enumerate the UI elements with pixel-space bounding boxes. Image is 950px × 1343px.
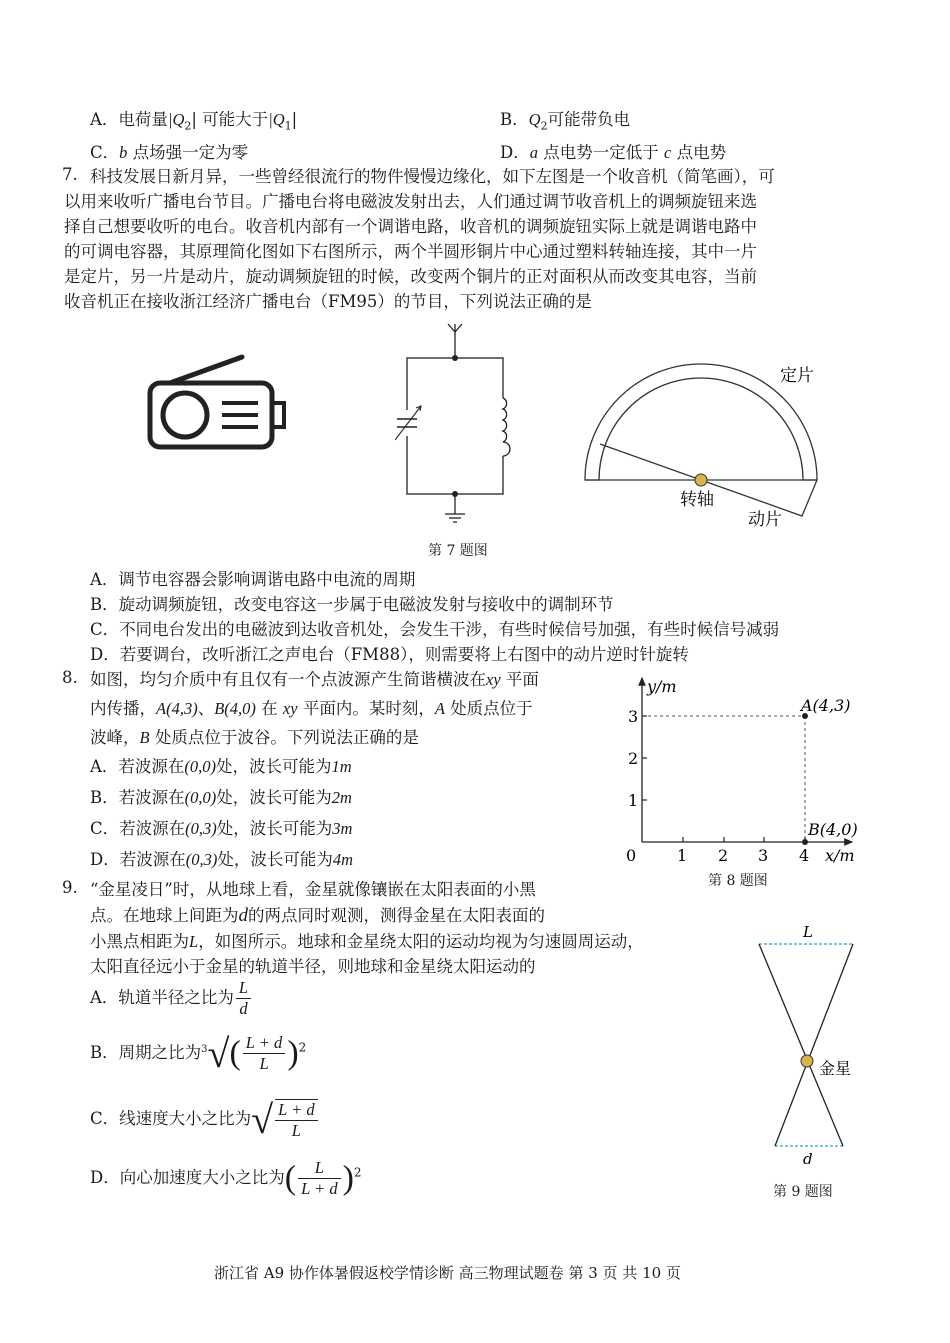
y-tick-3: 3 <box>628 707 639 726</box>
q7-option-c: C．不同电台发出的电磁波到达收音机处，会发生干涉，有些时候信号加强，有些时候信号减弱 <box>90 620 780 639</box>
fixed-plate-label: 定片 <box>780 366 814 386</box>
q8-option-b: B．若波源在(0,0)处，波长可能为2m <box>90 788 352 807</box>
tuning-circuit-diagram <box>395 318 525 528</box>
q9-stem-line-1: “金星凌日”时，从地球上看，金星就像镶嵌在太阳表面的小黑 <box>90 880 536 899</box>
q7-stem-line-1: 科技发展日新月异，一些曾经很流行的物件慢慢边缘化，如下左图是一个收音机（简笔画），可 <box>90 167 775 186</box>
q8-stem-line-1: 如图，均匀介质中有且仅有一个点波源产生简谐横波在xy 平面 <box>90 670 539 689</box>
q6-option-b: B．$Q_2$可能带负电 <box>500 110 631 133</box>
q9-option-b: B．周期之比为$^3$√( $\frac{L + d}{L}$ )$^2$ <box>90 1031 307 1076</box>
l-label: L <box>803 923 813 941</box>
x-tick-3: 3 <box>758 846 769 865</box>
q8-stem-line-2: 内传播，A(4,3)、B(4,0) 在 xy 平面内。某时刻，A 处质点位于 <box>90 699 533 718</box>
q8-option-c: C．若波源在(0,3)处，波长可能为3m <box>90 819 353 838</box>
q6-option-a: A．电荷量$|Q_2|$ 可能大于$|Q_1|$ <box>90 110 298 133</box>
q6-option-d: D．a 点电势一定低于 c 点电势 <box>500 143 727 162</box>
q7-stem-line-4: 的可调电容器，其原理简化图如下右图所示，两个半圆形铜片中心通过塑料转轴连接，其中一片 <box>64 242 757 261</box>
q7-option-d: D．若要调台，改听浙江之声电台（FM88），则需要将上右图中的动片逆时针旋转 <box>90 645 689 664</box>
x-tick-4: 4 <box>799 846 810 865</box>
y-axis-label: y/m <box>647 677 677 696</box>
q7-stem-line-2: 以用来收听广播电台节目。广播电台将电磁波发射出去，人们通过调节收音机上的调频旋钮来选 <box>64 192 757 211</box>
variable-capacitor-diagram <box>580 345 830 535</box>
y-tick-1: 1 <box>628 791 639 810</box>
venus-transit-diagram <box>745 922 865 1172</box>
page-footer: 浙江省 A9 协作体暑假返校学情诊断 高三物理试题卷 第 3 页 共 10 页 <box>214 1264 681 1282</box>
q8-stem-line-3: 波峰，B 处质点位于波谷。下列说法正确的是 <box>90 728 419 747</box>
q9-stem-line-3: 小黑点相距为L，如图所示。地球和金星绕太阳的运动均视为匀速圆周运动， <box>90 932 644 951</box>
d-label: d <box>803 1150 813 1168</box>
q7-option-a: A．调节电容器会影响调谐电路中电流的周期 <box>90 570 416 589</box>
q9-caption: 第 9 题图 <box>773 1184 833 1200</box>
q8-coordinate-graph <box>620 672 870 872</box>
venus-label: 金星 <box>819 1059 852 1078</box>
radio-icon <box>140 345 290 455</box>
q9-option-c: C．线速度大小之比为√ $\frac{L + d}{L}$ <box>90 1096 320 1143</box>
q9-stem-line-2: 点。在地球上间距为d的两点同时观测，测得金星在太阳表面的 <box>90 905 545 926</box>
origin-label: 0 <box>626 846 637 865</box>
moving-plate-label: 动片 <box>748 510 782 530</box>
q7-caption: 第 7 题图 <box>428 543 488 559</box>
q8-option-d: D．若波源在(0,3)处，波长可能为4m <box>90 850 354 869</box>
axis-label: 转轴 <box>680 490 714 510</box>
q7-stem-line-6: 收音机正在接收浙江经济广播电台（FM95）的节目，下列说法正确的是 <box>64 292 592 311</box>
q7-number: 7. <box>62 165 78 184</box>
q7-option-b: B．旋动调频旋钮，改变电容这一步属于电磁波发射与接收中的调制环节 <box>90 595 614 614</box>
x-tick-1: 1 <box>677 846 688 865</box>
q7-stem-line-5: 是定片，另一片是动片，旋动调频旋钮的时候，改变两个铜片的正对面积从而改变其电容，当前 <box>64 267 757 286</box>
point-a-label: A(4,3) <box>801 696 851 715</box>
q7-stem-line-3: 择自己想要收听的电台。收音机内部有一个调谐电路，收音机的调频旋钮实际上就是调谐电路中 <box>64 217 757 236</box>
q9-option-d: D．向心加速度大小之比为( $\frac{L}{L + d}$ )$^2$ <box>90 1158 362 1198</box>
point-b-label: B(4,0) <box>808 820 858 839</box>
q9-stem-line-4: 太阳直径远小于金星的轨道半径，则地球和金星绕太阳运动的 <box>90 957 536 976</box>
q8-caption: 第 8 题图 <box>708 873 768 889</box>
q9-number: 9. <box>62 878 78 897</box>
q6-option-c: C．b 点场强一定为零 <box>90 143 249 162</box>
y-tick-2: 2 <box>628 749 639 768</box>
x-axis-label: x/m <box>825 846 855 865</box>
q9-option-a: A．轨道半径之比为 $\frac{L}{d}$ <box>90 978 253 1019</box>
q8-option-a: A．若波源在(0,0)处，波长可能为1m <box>90 757 352 776</box>
x-tick-2: 2 <box>718 846 729 865</box>
q8-number: 8. <box>62 668 78 687</box>
